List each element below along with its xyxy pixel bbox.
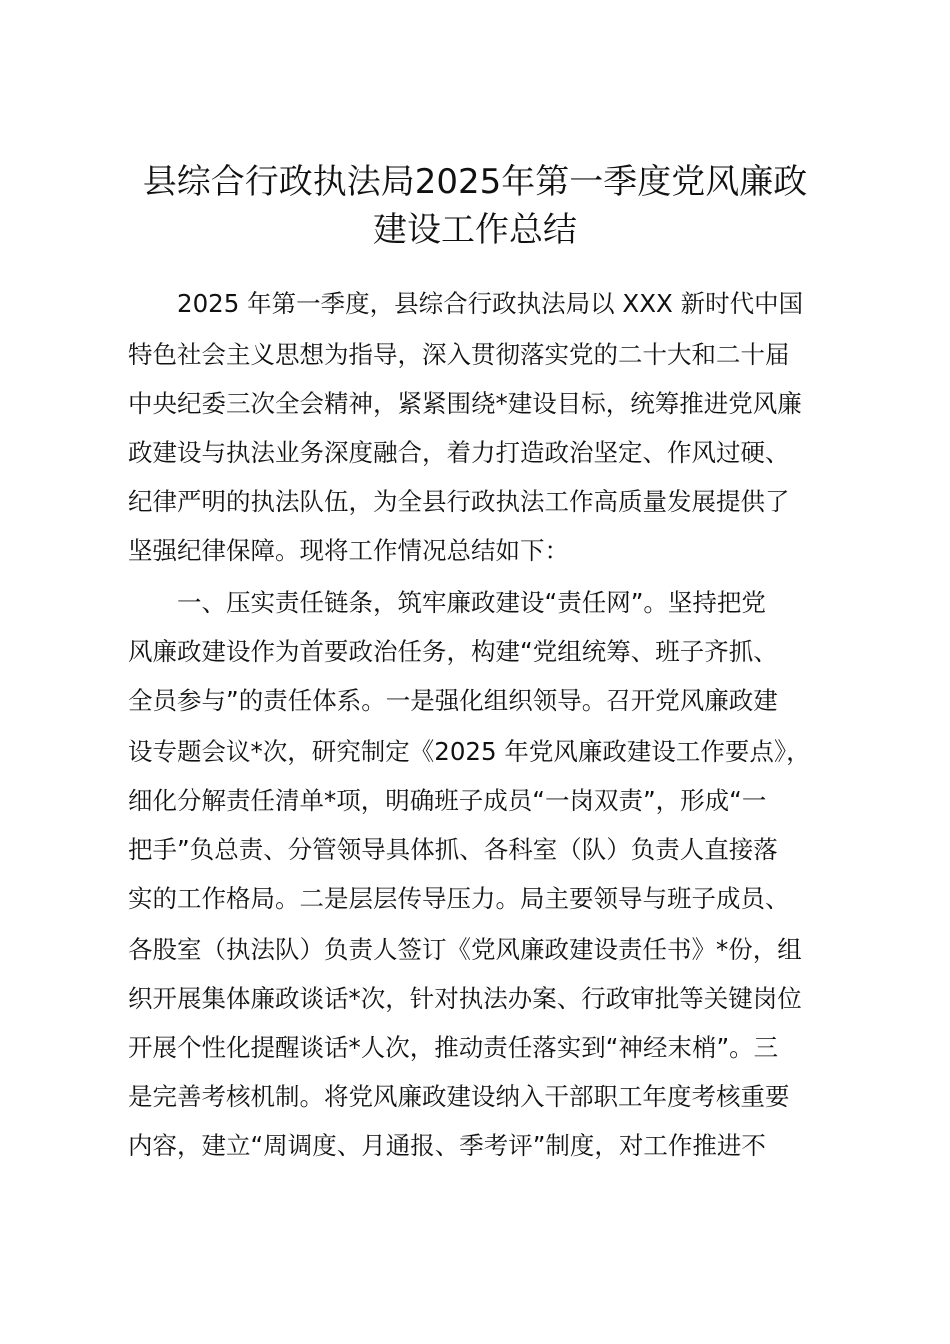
body-text-line: 细化分解责任清单*项，明确班子成员“一岗双责”，形成“一 — [128, 786, 767, 815]
body-text-line: 织开展集体廉政谈话*次，针对执法办案、行政审批等关键岗位 — [128, 984, 802, 1013]
body-text-line: 特色社会主义思想为指导，深入贯彻落实党的二十大和二十届 — [128, 340, 790, 369]
body-text-line: 风廉政建设作为首要政治任务，构建“党组统筹、班子齐抓、 — [128, 637, 778, 666]
body-text-line: 全员参与”的责任体系。一是强化组织领导。召开党风廉政建 — [128, 686, 778, 715]
body-text-line: 实的工作格局。二是层层传导压力。局主要领导与班子成员、 — [128, 884, 790, 913]
body-text-line: 各股室（执法队）负责人签订《党风廉政建设责任书》*份，组 — [128, 935, 802, 964]
body-text-line: 内容，建立“周调度、月通报、季考评”制度，对工作推进不 — [128, 1131, 766, 1160]
document-title-line-2: 建设工作总结 — [373, 210, 577, 250]
body-text-line: 纪律严明的执法队伍，为全县行政执法工作高质量发展提供了 — [128, 487, 790, 516]
body-text-line: 开展个性化提醒谈话*人次，推动责任落实到“神经末梢”。三 — [128, 1033, 779, 1062]
body-text-line: 是完善考核机制。将党风廉政建设纳入干部职工年度考核重要 — [128, 1082, 790, 1111]
body-text-line: 2025 年第一季度，县综合行政执法局以 XXX 新时代中国 — [128, 289, 804, 318]
body-text-line: 一、压实责任链条，筑牢廉政建设“责任网”。坚持把党 — [128, 588, 766, 617]
body-text-line: 政建设与执法业务深度融合，着力打造政治坚定、作风过硬、 — [128, 438, 790, 467]
document-title-line-1: 县综合行政执法局2025年第一季度党风廉政 — [142, 162, 808, 202]
body-text-line: 坚强纪律保障。现将工作情况总结如下： — [128, 536, 569, 565]
body-text-line: 中央纪委三次全会精神，紧紧围绕*建设目标，统筹推进党风廉 — [128, 389, 802, 418]
body-text-line: 把手”负总责、分管领导具体抓、各科室（队）负责人直接落 — [128, 835, 778, 864]
body-text-line: 设专题会议*次，研究制定《2025 年党风廉政建设工作要点》， — [128, 737, 811, 766]
